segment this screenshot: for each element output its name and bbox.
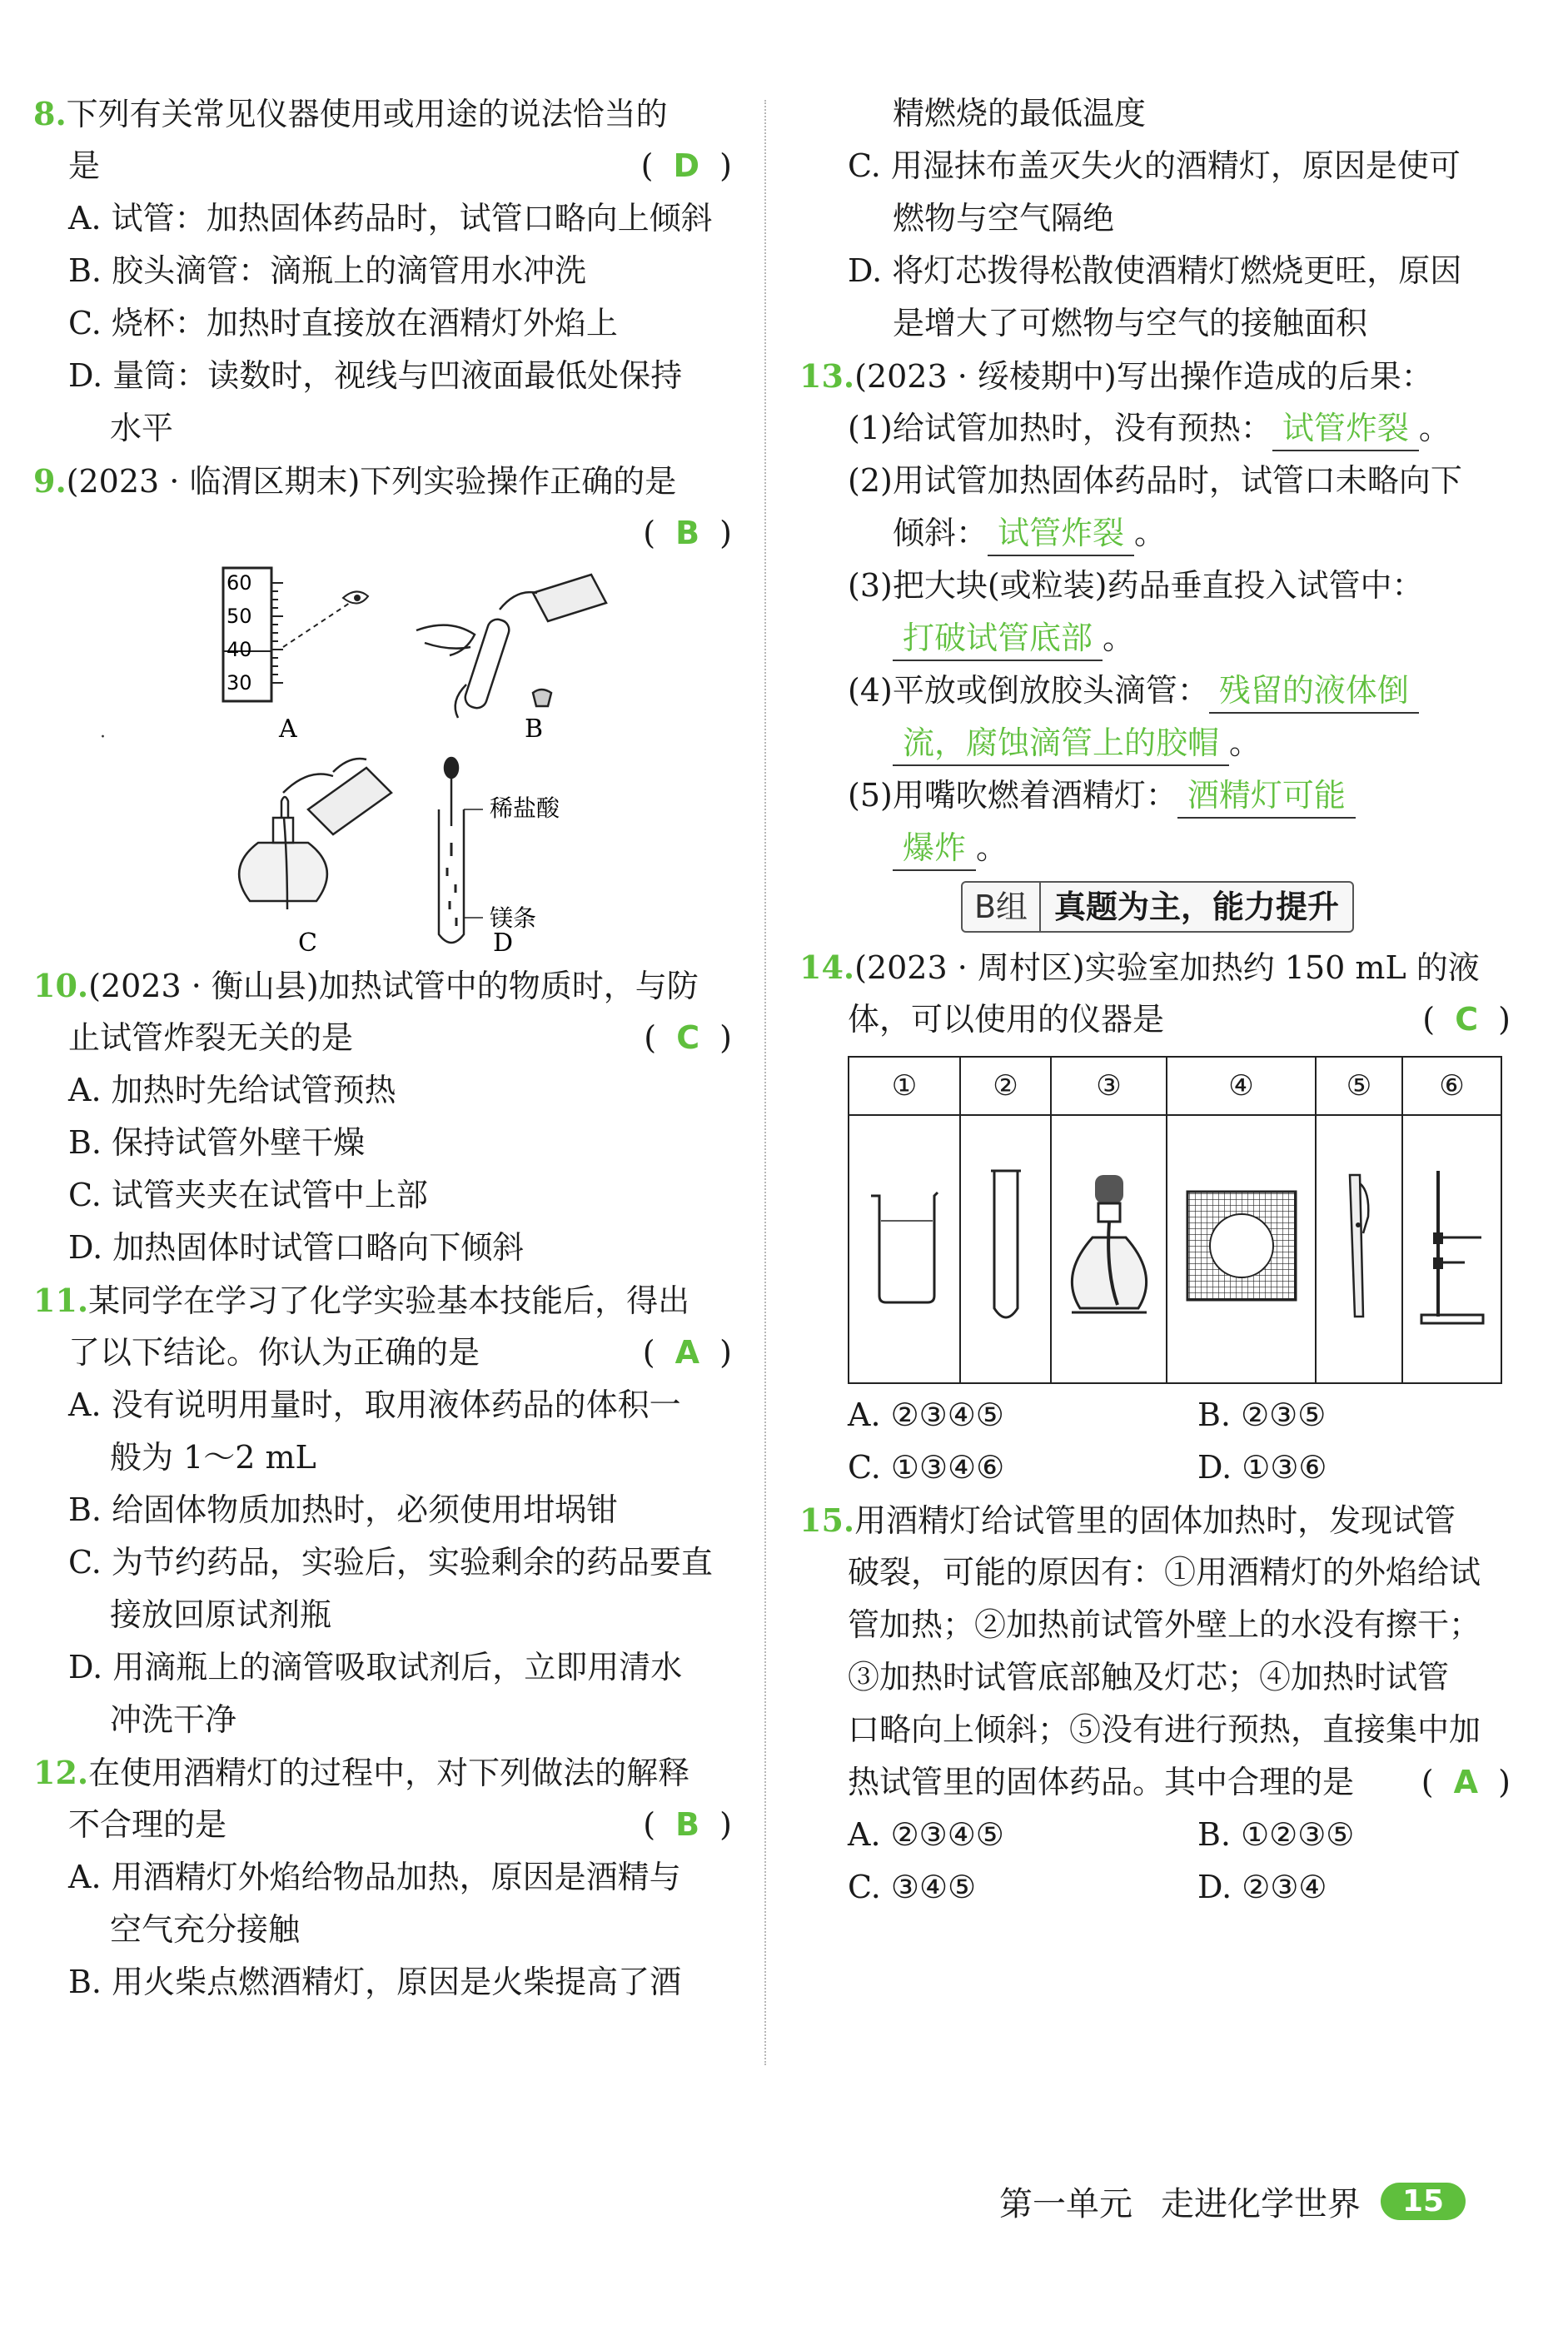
q14-option-b: B. ②③⑤ <box>1197 1397 1327 1433</box>
fig-a-tick-60: 60 <box>226 571 252 595</box>
q15-option-b: B. ①②③⑤ <box>1197 1816 1355 1853</box>
beaker-cell <box>849 1115 960 1383</box>
q15-option-a: A. ②③④⑤ <box>848 1816 1004 1853</box>
alcohol-lamp-cell <box>1051 1115 1167 1383</box>
q15-line-2: 破裂，可能的原因有：①用酒精灯的外焰给试 <box>848 1554 1481 1591</box>
q10-stem: 10.(2023 · 衡山县)加热试管中的物质时，与防 <box>33 967 699 1004</box>
q12-option-d-cont: 是增大了可燃物与空气的接触面积 <box>893 305 1368 341</box>
tube-holder-cell <box>1316 1115 1402 1383</box>
q9-answer: ( B ) <box>643 515 737 551</box>
q13-part3-cont: 打破试管底部 。 <box>799 612 1516 665</box>
q11-option-a-cont: 般为 1～2 mL <box>110 1439 316 1476</box>
q14-option-d: D. ①③⑥ <box>1197 1449 1327 1486</box>
q14-stem: 14.(2023 · 周村区)实验室加热约 150 mL 的液 <box>799 948 1480 986</box>
fig-c-label: C <box>298 929 317 958</box>
fig-d-mg-label: 镁条 <box>490 904 537 932</box>
q13-part4-answer-cont: 流，腐蚀滴管上的胶帽 <box>893 721 1229 766</box>
q8-stem: 8.下列有关常见仪器使用或用途的说法恰当的 <box>33 95 668 132</box>
q13-stem: 13.(2023 · 绥棱期中)写出操作造成的后果： <box>799 357 1433 395</box>
q13-part1-answer: 试管炸裂 <box>1272 406 1419 451</box>
fig-a-cylinder <box>223 568 368 701</box>
q13-part2-cont: 倾斜： 试管炸裂 。 <box>799 507 1516 560</box>
q14-options-row-1 <box>799 1389 1516 1441</box>
q11-stem-2: 了以下结论。你认为正确的是 ( A ) <box>33 1327 737 1379</box>
q13-part5: (5)用嘴吹燃着酒精灯： 酒精灯可能 <box>799 769 1516 822</box>
q14-option-a: A. ②③④⑤ <box>848 1397 1004 1433</box>
q14-options-row-2 <box>799 1441 1516 1494</box>
q12-option-d: D. 将灯芯拨得松散使酒精灯燃烧更旺，原因 <box>848 252 1462 289</box>
q11-option-b: B. 给固体物质加热时，必须使用坩埚钳 <box>68 1491 619 1528</box>
q12-stem-2: 不合理的是 ( B ) <box>33 1799 737 1851</box>
q10-option-b: B. 保持试管外壁干燥 <box>68 1124 366 1161</box>
q13-part1: (1)给试管加热时，没有预热： 试管炸裂 。 <box>799 402 1516 455</box>
q8-option-d-cont: 水平 <box>110 410 174 446</box>
fig-a-tick-30: 30 <box>226 671 252 695</box>
table-header-row <box>849 1057 1501 1115</box>
left-column <box>33 87 737 2009</box>
q13-part3-answer: 打破试管底部 <box>893 616 1103 661</box>
fig-b-label: B <box>525 714 544 744</box>
wire-gauze-cell <box>1167 1115 1316 1383</box>
q10-option-a: A. 加热时先给试管预热 <box>68 1072 396 1108</box>
q11-option-d-cont: 冲洗干净 <box>110 1701 237 1738</box>
group-b-label: B组 <box>963 883 1041 931</box>
q15-answer: ( A ) <box>1421 1764 1516 1800</box>
fig-d-label: D <box>493 929 514 958</box>
q10-option-c: C. 试管夹夹在试管中上部 <box>68 1177 428 1213</box>
fig-d-testtube <box>439 758 483 943</box>
q13-part4: (4)平放或倒放胶头滴管： 残留的液体倒 <box>799 665 1516 717</box>
q8-option-a: A. 试管：加热固体药品时，试管口略向上倾斜 <box>68 200 713 236</box>
q13-part2: (2)用试管加热固体药品时，试管口未略向下 <box>848 462 1462 499</box>
q14-option-c: C. ①③④⑥ <box>848 1449 1005 1486</box>
q13-part5-answer: 酒精灯可能 <box>1177 774 1356 819</box>
q12-option-c: C. 用湿抹布盖灭失火的酒精灯，原因是使可 <box>848 147 1461 184</box>
q15-option-c: C. ③④⑤ <box>848 1869 977 1905</box>
q13-part5-cont: 爆炸 。 <box>799 822 1516 874</box>
q11-option-c: C. 为节约药品，实验后，实验剩余的药品要直 <box>68 1544 713 1581</box>
test-tube-icon <box>981 1163 1031 1329</box>
test-tube-holder-icon <box>1338 1167 1380 1325</box>
q15-line-4: ③加热时试管底部触及灯芯；④加热时试管 <box>848 1659 1450 1695</box>
q15-options-row-1 <box>799 1809 1516 1861</box>
page-footer <box>999 2178 1466 2225</box>
wire-gauze-icon <box>1183 1187 1300 1304</box>
footer-title: 走进化学世界 <box>1161 2185 1361 2223</box>
fig-d-acid-label: 稀盐酸 <box>490 794 560 822</box>
q11-option-c-cont: 接放回原试剂瓶 <box>110 1596 332 1633</box>
table-header-cell: ⑤ <box>1316 1057 1402 1115</box>
iron-stand-cell <box>1402 1115 1501 1383</box>
q10-stem-2: 止试管炸裂无关的是 ( C ) <box>33 1012 737 1064</box>
q8-option-b: B. 胶头滴管：滴瓶上的滴管用水冲洗 <box>68 252 587 289</box>
q14-instrument-table <box>848 1056 1502 1384</box>
fig-a-tick-50: 50 <box>226 605 252 628</box>
group-b-title: 真题为主，能力提升 <box>1054 888 1340 925</box>
table-header-cell: ③ <box>1051 1057 1167 1115</box>
test-tube-cell <box>960 1115 1051 1383</box>
q9-stem: 9.(2023 · 临渭区期末)下列实验操作正确的是 <box>33 462 677 500</box>
column-divider <box>764 100 766 2065</box>
q9-figures <box>33 560 737 959</box>
q13-part5-answer-cont: 爆炸 <box>893 826 976 871</box>
svg-text:·: · <box>100 727 106 748</box>
q8-stem-2: 是 ( D ) <box>33 140 737 192</box>
q12-option-a-cont: 空气充分接触 <box>110 1911 301 1948</box>
q13-part4-cont: 流，腐蚀滴管上的胶帽 。 <box>799 717 1516 769</box>
table-header-cell: ④ <box>1167 1057 1316 1115</box>
q11-answer: ( A ) <box>642 1334 737 1371</box>
alcohol-lamp-icon <box>1063 1167 1155 1325</box>
q8-answer: ( D ) <box>640 147 737 184</box>
table-header-cell: ② <box>960 1057 1051 1115</box>
q9-figure-svg <box>33 560 737 959</box>
beaker-icon <box>863 1179 946 1312</box>
page-number: 15 <box>1381 2183 1466 2220</box>
q15-line-5: 口略向上倾斜；⑤没有进行预热，直接集中加 <box>848 1711 1481 1748</box>
q11-option-a: A. 没有说明用量时，取用液体药品的体积一 <box>68 1387 681 1423</box>
q13-part2-answer: 试管炸裂 <box>988 511 1134 556</box>
q14-stem-2: 体，可以使用的仪器是 ( C ) <box>799 993 1516 1046</box>
q13-part4-answer: 残留的液体倒 <box>1209 669 1419 714</box>
iron-stand-icon <box>1415 1163 1490 1329</box>
q12-option-c-cont: 燃物与空气隔绝 <box>893 200 1115 236</box>
q13-part3: (3)把大块(或粒装)药品垂直投入试管中： <box>848 567 1424 604</box>
table-header-cell: ① <box>849 1057 960 1115</box>
q8-option-d: D. 量筒：读数时，视线与凹液面最低处保持 <box>68 357 683 394</box>
q15-line-3: 管加热；②加热前试管外壁上的水没有擦干； <box>848 1606 1481 1643</box>
table-image-row <box>849 1115 1501 1383</box>
fig-b-pouring <box>416 575 606 718</box>
q12-answer: ( B ) <box>643 1806 737 1843</box>
footer-unit: 第一单元 <box>999 2185 1132 2223</box>
q8-option-c: C. 烧杯：加热时直接放在酒精灯外焰上 <box>68 305 618 341</box>
q12-option-a: A. 用酒精灯外焰给物品加热，原因是酒精与 <box>68 1859 681 1895</box>
q11-stem: 11.某同学在学习了化学实验基本技能后，得出 <box>33 1282 690 1319</box>
q11-option-d: D. 用滴瓶上的滴管吸取试剂后，立即用清水 <box>68 1649 683 1685</box>
q15-line-6: 热试管里的固体药品。其中合理的是 ( A ) <box>799 1756 1516 1809</box>
fig-a-tick-40: 40 <box>226 638 252 661</box>
q12-option-b: B. 用火柴点燃酒精灯，原因是火柴提高了酒 <box>68 1964 682 2000</box>
q10-option-d: D. 加热固体时试管口略向下倾斜 <box>68 1229 525 1266</box>
fig-a-label: A <box>279 714 297 744</box>
q12-option-b-cont: 精燃烧的最低温度 <box>893 95 1147 132</box>
q12-stem: 12.在使用酒精灯的过程中，对下列做法的解释 <box>33 1754 690 1791</box>
table-header-cell: ⑥ <box>1402 1057 1501 1115</box>
q15-line-1: 15.用酒精灯给试管里的固体加热时，发现试管 <box>799 1501 1456 1539</box>
group-b-banner <box>799 881 1516 933</box>
q10-answer: ( C ) <box>644 1019 737 1056</box>
q15-options-row-2 <box>799 1861 1516 1914</box>
fig-c-lamp <box>239 759 391 909</box>
q14-answer: ( C ) <box>1422 1001 1516 1038</box>
right-column <box>799 87 1516 1914</box>
q9-answer-line <box>33 507 737 560</box>
q15-option-d: D. ②③④ <box>1197 1869 1327 1905</box>
